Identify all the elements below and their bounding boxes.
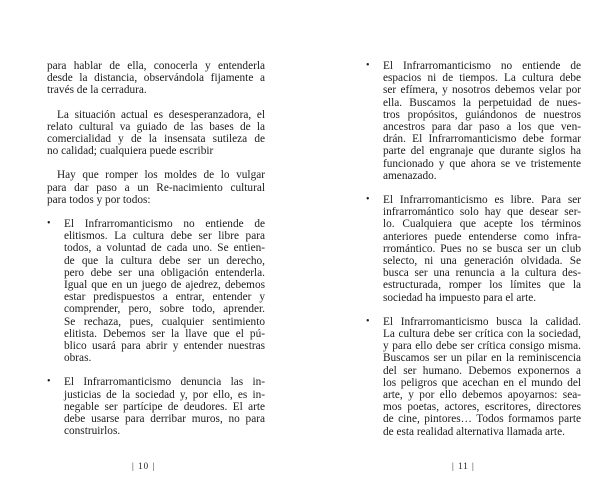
text-line: no calidad; cualquiera puede escribir xyxy=(47,145,214,158)
text-line: ella. Buscamos la perpetuidad de nues- xyxy=(383,96,581,109)
right-page xyxy=(366,60,581,450)
paragraph xyxy=(47,109,265,158)
text-line: ser efímera, y nosotros debemos velar por xyxy=(383,84,581,97)
text-line: busca ser una renuncia a la cultura des- xyxy=(383,267,581,280)
text-line: Igual que en un juego de ajedrez, debemos xyxy=(64,279,265,292)
text-line: mos poetas, actores, escritores, directores xyxy=(383,401,581,414)
text-line: sociedad ha impuesto para el arte. xyxy=(383,291,537,304)
text-line: funcionado y que ahora se ve tristemente xyxy=(383,157,581,170)
bullet-icon: • xyxy=(366,194,370,206)
text-line: drán. El Infrarromanticismo debe formar xyxy=(383,133,581,146)
text-line: selecto, ni una generación olvidada. Se xyxy=(383,255,581,268)
page-number-right: | 11 | xyxy=(452,461,475,471)
text-line: La situación actual es desesperanzadora, el xyxy=(57,108,265,121)
text-line: comercialidad y de la insensata sutileza de xyxy=(47,133,265,146)
text-line: del ser humano. Debemos exponernos a xyxy=(383,364,581,377)
text-line: El Infrarromanticismo no entiende de xyxy=(64,218,265,231)
text-line: y para ello debe ser crítica consigo misma. xyxy=(383,340,581,353)
text-line: lo. Cualquiera que acepte los términos xyxy=(383,218,581,231)
text-line: través de la cerradura. xyxy=(47,84,147,97)
text-line: de cine, pintores… Todos formamos parte xyxy=(383,413,581,426)
bullet-icon: • xyxy=(366,60,370,71)
text-line: estar predispuestos a entrar, entender y xyxy=(64,291,265,304)
bullet-icon: • xyxy=(366,315,370,327)
text-line: para hablar de ella, conocerla y entenderla xyxy=(47,60,265,72)
bullet-item xyxy=(366,316,581,438)
bullet-item xyxy=(47,376,265,437)
text-line: todos, a voluntad de cada uno. Se entien- xyxy=(64,242,265,255)
text-line: desde la distancia, observándola fijamente a xyxy=(47,72,265,85)
text-line: construirlos. xyxy=(64,425,121,438)
text-line: blico usará para abrir y entender nuestras xyxy=(64,340,265,353)
text-line: los peligros que acechan en el mundo del xyxy=(383,376,581,389)
paragraph xyxy=(47,60,265,97)
text-line: comprender, pero, sobre todo, aprender. xyxy=(64,303,265,316)
text-line: elitista. Debemos ser la llave que el pú- xyxy=(64,327,265,340)
bullet-icon: • xyxy=(47,218,51,230)
text-line: ancestros para dar paso a los que ven- xyxy=(383,121,581,134)
text-line: elitismos. La cultura debe ser libre para xyxy=(64,230,265,243)
page-number: 11 xyxy=(458,461,469,471)
text-line: debe usarse para derribar muros, no para xyxy=(64,413,265,426)
text-line: anteriores puede entenderse como infra- xyxy=(383,230,581,243)
paragraph xyxy=(47,169,265,206)
text-line: pero debe ser una obligación entenderla. xyxy=(64,266,265,279)
text-line: El Infrarromanticismo busca la calidad. xyxy=(383,315,581,328)
text-line: justicias de la sociedad y, por ello, es in- xyxy=(64,388,265,401)
text-line: obras. xyxy=(64,352,92,365)
bullet-item xyxy=(47,218,265,364)
text-line: rromántico. Pues no se busca ser un club xyxy=(383,242,581,255)
text-line: para dar paso a un Re-nacimiento cultural xyxy=(47,181,265,194)
text-line: de esta realidad alternativa llamada arte. xyxy=(383,425,565,438)
text-line: Hay que romper los moldes de lo vulgar xyxy=(57,169,265,182)
text-line: negable ser partícipe de deudores. El arte xyxy=(64,400,265,413)
text-line: arte, y por ello debemos apoyarnos: sea- xyxy=(383,389,581,402)
text-line: de que la cultura debe ser un derecho, xyxy=(64,254,265,267)
left-page xyxy=(47,60,265,449)
bullet-item xyxy=(366,194,581,304)
text-line: El Infrarromanticismo denuncia las in- xyxy=(64,376,265,389)
bullet-item xyxy=(366,60,581,182)
text-line: El Infrarromanticismo no entiende de xyxy=(383,60,581,72)
text-line: El Infrarromanticismo es libre. Para ser xyxy=(383,194,581,207)
text-line: espacios ni de tiempos. La cultura debe xyxy=(383,72,581,85)
page-number: 10 xyxy=(138,461,150,471)
text-line: La cultura debe ser crítica con la sociedad, xyxy=(383,328,581,341)
text-line: para todos y por todos: xyxy=(47,193,151,206)
text-line: amenazado. xyxy=(383,169,437,182)
text-line: infrarromántico solo hay que desear ser- xyxy=(383,206,581,219)
text-line: Buscamos ser un pilar en la reminiscencia xyxy=(383,352,581,365)
bullet-icon: • xyxy=(47,376,51,388)
text-line: relato cultural va guiado de las bases de la xyxy=(47,120,265,133)
text-line: estructurada, romper los límites que la xyxy=(383,279,581,292)
text-line: tros propósitos, guiándonos de nuestros xyxy=(383,108,581,121)
text-line: parte del engranaje que durante siglos ha xyxy=(383,145,581,158)
page-number-left: | 10 | xyxy=(132,461,156,471)
text-line: Se rechaza, pues, cualquier sentimiento xyxy=(64,315,265,328)
